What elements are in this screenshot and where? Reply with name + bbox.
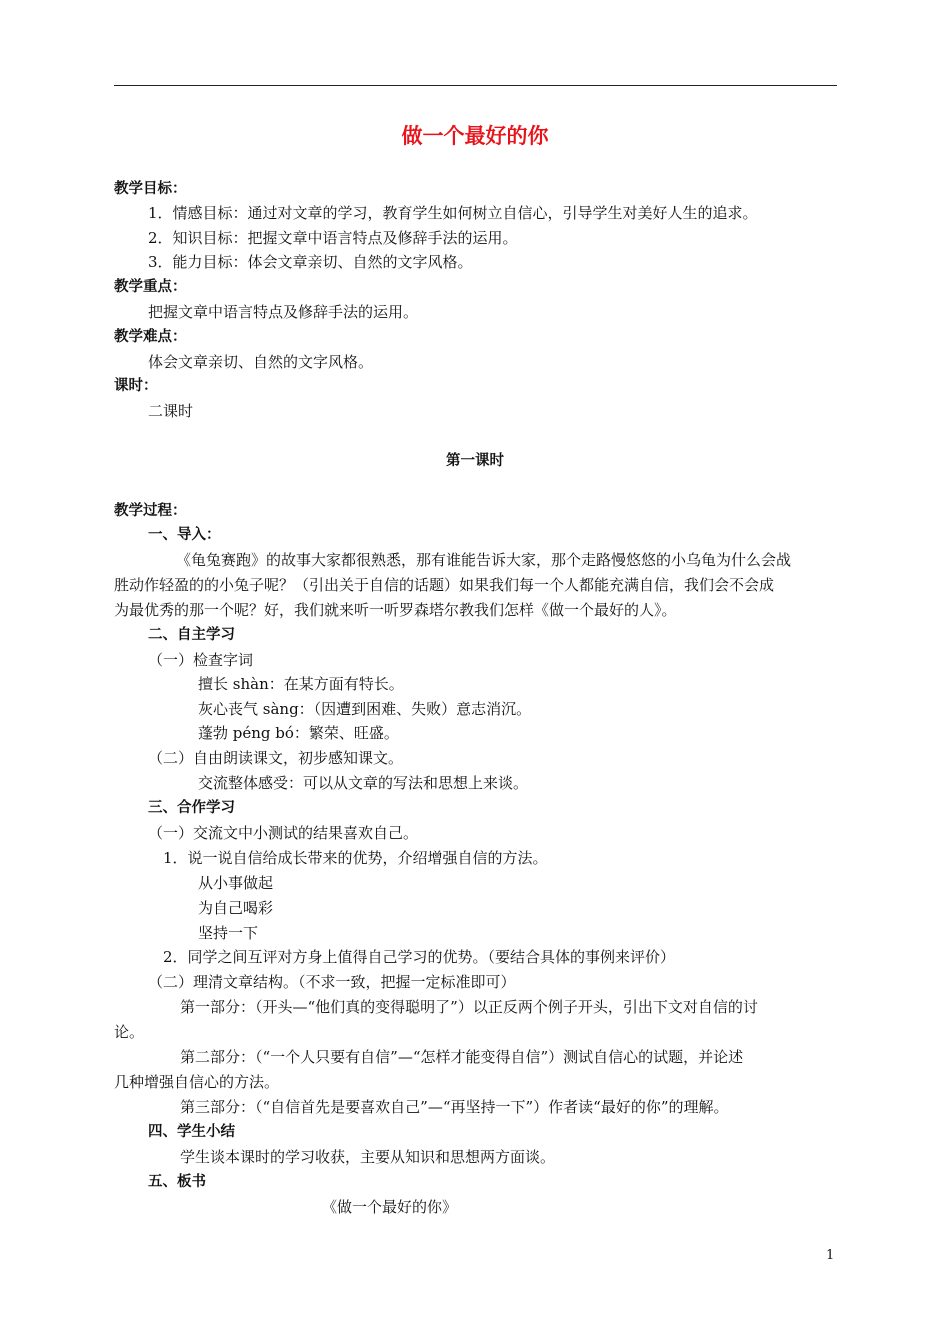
hours-heading: 课时： [114,378,158,394]
method-item-3: 坚持一下 [198,924,259,942]
process-heading: 教学过程： [114,503,187,519]
structure-part-3: 第三部分：（“自信首先是要喜欢自己”—“再坚持一下”）作者读“最好的你”的理解。 [180,1098,729,1116]
document-title: 做一个最好的你 [401,124,549,148]
section-3-heading: 三、合作学习 [148,800,235,816]
objective-1: 1．情感目标：通过对文章的学习，教育学生如何树立自信心，引导学生对美好人生的追求。 [148,204,758,222]
lesson-heading: 第一课时 [446,453,504,469]
section-3-sub-2: （二）理清文章结构。（不求一致，把握一定标准即可） [148,973,516,991]
keypoint-heading: 教学重点： [114,279,187,295]
difficulty-heading: 教学难点： [114,329,187,345]
method-item-1: 从小事做起 [198,874,274,892]
section-3-sub-1: （一）交流文中小测试的结果喜欢自己。 [148,824,419,842]
method-item-2: 为自己喝彩 [198,899,274,917]
objective-2: 2．知识目标：把握文章中语言特点及修辞手法的运用。 [148,229,518,247]
section-3-item-2: 2．同学之间互评对方身上值得自己学习的优势。（要结合具体的事例来评价） [163,948,676,966]
hours-text: 二课时 [148,402,194,420]
section-5-heading: 五、板书 [148,1174,206,1190]
section-2-sub-2-text: 交流整体感受：可以从文章的写法和思想上来谈。 [198,774,529,792]
section-4-text: 学生谈本课时的学习收获，主要从知识和思想两方面谈。 [180,1148,556,1166]
section-1-heading: 一、导入： [148,527,221,543]
difficulty-text: 体会文章亲切、自然的文字风格。 [148,353,374,371]
board-title: 《做一个最好的你》 [322,1198,458,1216]
vocab-item-1: 擅长 shàn：在某方面有特长。 [198,675,404,693]
section-1-paragraph-line-2: 胜动作轻盈的的小兔子呢？（引出关于自信的话题）如果我们每一个人都能充满自信，我们会不会成 [114,576,775,594]
structure-part-1-line-2: 论。 [114,1023,145,1041]
section-3-item-1: 1．说一说自信给成长带来的优势，介绍增强自信的方法。 [163,849,548,867]
vocab-item-3: 蓬勃 péng bó：繁荣、旺盛。 [198,724,399,742]
section-1-paragraph-line-1: 《龟兔赛跑》的故事大家都很熟悉，那有谁能告诉大家，那个走路慢悠悠的小乌龟为什么会战 [176,551,792,569]
header-rule [114,85,837,86]
keypoint-text: 把握文章中语言特点及修辞手法的运用。 [148,303,419,321]
objectives-heading: 教学目标： [114,181,187,197]
structure-part-1-line-1: 第一部分：（开头—“他们真的变得聪明了”）以正反两个例子开头，引出下文对自信的讨 [180,998,758,1016]
section-1-paragraph-line-3: 为最优秀的那一个呢？好，我们就来听一听罗森塔尔教我们怎样《做一个最好的人》。 [114,601,677,619]
structure-part-2-line-1: 第二部分：（“一个人只要有自信”—“怎样才能变得自信”）测试自信心的试题，并论述 [180,1048,744,1066]
section-4-heading: 四、学生小结 [148,1124,235,1140]
section-2-heading: 二、自主学习 [148,627,235,643]
section-2-sub-2: （二）自由朗读课文，初步感知课文。 [148,749,404,767]
page-number: 1 [826,1248,835,1263]
structure-part-2-line-2: 几种增强自信心的方法。 [114,1073,280,1091]
objective-3: 3．能力目标：体会文章亲切、自然的文字风格。 [148,253,473,271]
section-2-sub-1: （一）检查字词 [148,651,254,669]
vocab-item-2: 灰心丧气 sàng：（因遭到困难、失败）意志消沉。 [198,700,532,718]
